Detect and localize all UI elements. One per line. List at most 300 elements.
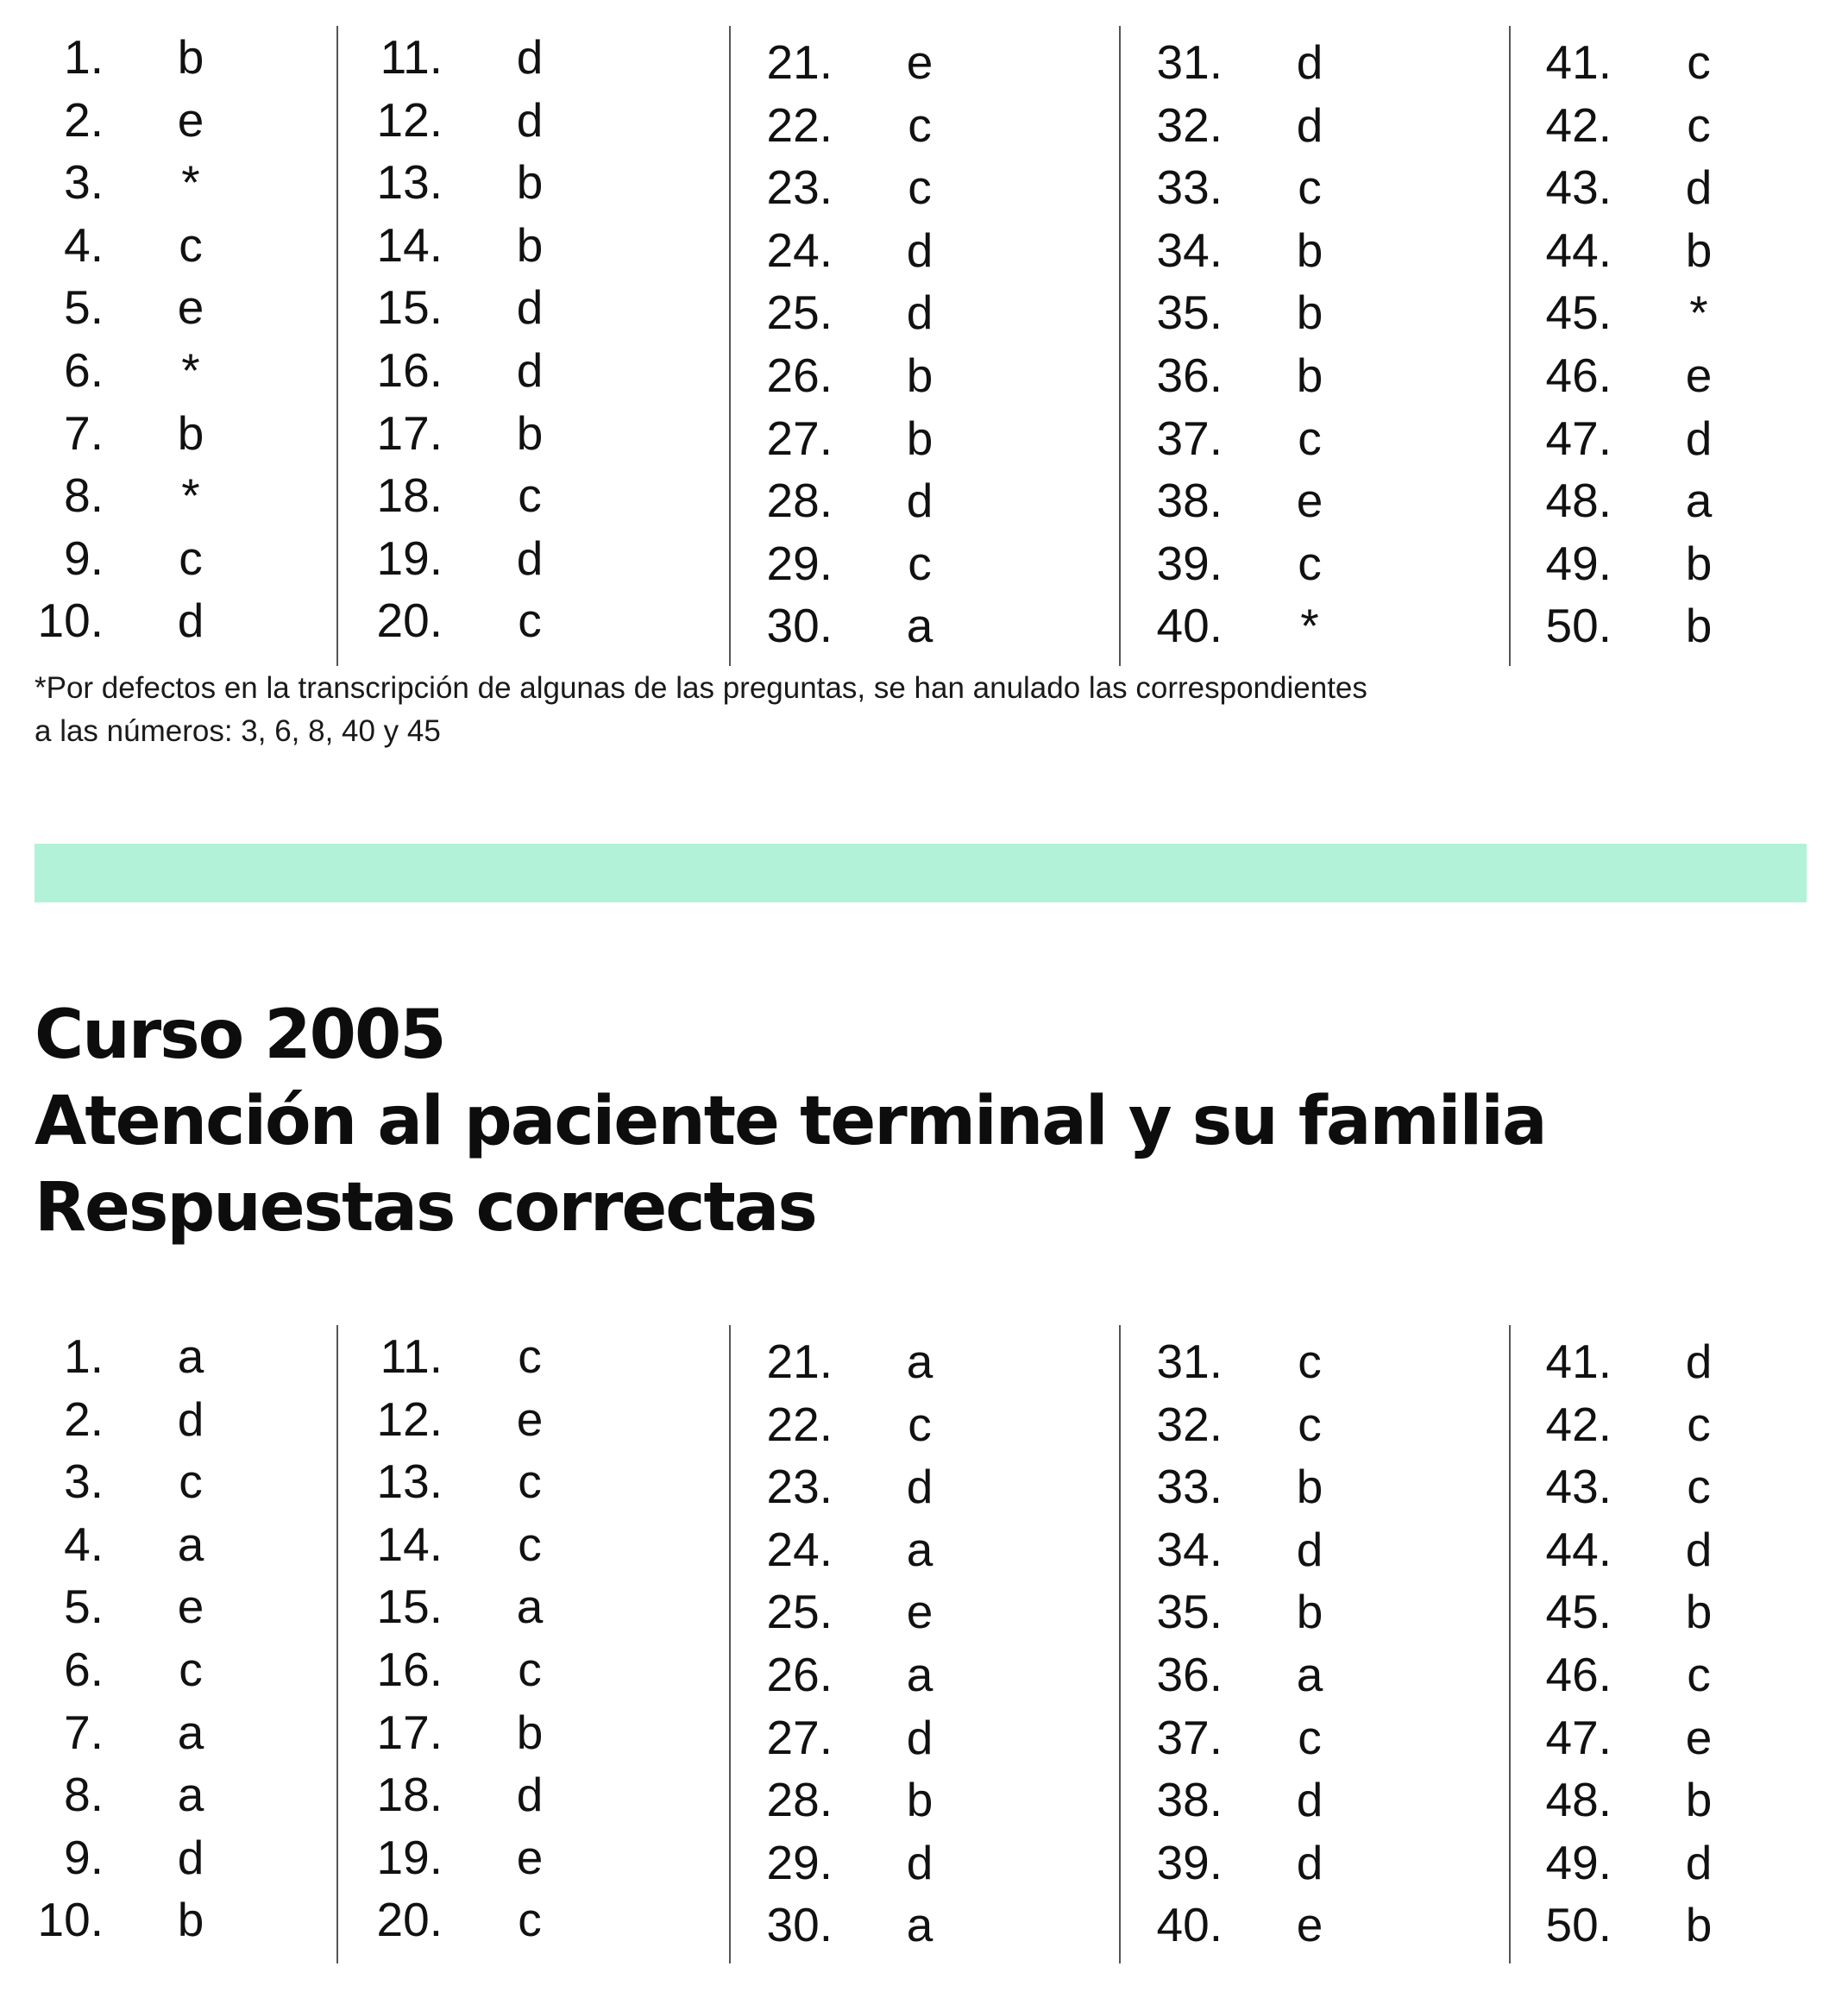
answer-letter: b [1296, 223, 1323, 277]
answer-letter: e [516, 1830, 544, 1884]
answer-row [729, 1518, 1117, 1581]
answer-row [1508, 156, 1848, 219]
question-number: 16. [376, 1642, 443, 1696]
answer-letter: a [177, 1705, 204, 1759]
answer-row [339, 1638, 727, 1701]
answer-row [0, 1388, 388, 1451]
question-number: 26. [766, 348, 833, 402]
answer-row [729, 344, 1117, 407]
question-number: 42. [1545, 97, 1612, 152]
question-number: 6. [64, 1642, 104, 1696]
answer-row [729, 1455, 1117, 1518]
answer-row [0, 1325, 388, 1388]
answer-letter: * [1300, 599, 1319, 653]
question-number: 42. [1545, 1397, 1612, 1451]
answer-letter: e [1685, 348, 1713, 402]
question-number: 30. [766, 1898, 833, 1952]
answer-row [339, 1575, 727, 1638]
question-number: 28. [766, 474, 833, 528]
column-divider [729, 26, 731, 666]
answer-column [729, 1325, 1117, 1963]
question-number: 18. [376, 468, 443, 523]
answer-letter: d [1685, 160, 1713, 215]
question-number: 48. [1545, 1773, 1612, 1827]
question-number: 4. [64, 217, 104, 272]
answer-letter: b [516, 155, 544, 210]
answer-row [729, 31, 1117, 94]
question-number: 22. [766, 1397, 833, 1451]
footnote-line: a las números: 3, 6, 8, 40 y 45 [35, 714, 441, 748]
answer-letter: b [1296, 286, 1323, 340]
column-divider [1119, 26, 1121, 666]
answer-row [1119, 156, 1507, 219]
answer-row [1119, 1832, 1507, 1894]
answer-column [1119, 26, 1507, 664]
question-number: 19. [376, 1830, 443, 1884]
answer-letter: b [177, 30, 204, 84]
question-number: 40. [1156, 599, 1223, 653]
answer-row [1119, 94, 1507, 157]
answer-row [729, 1580, 1117, 1643]
answer-row [339, 276, 727, 339]
answer-row [1119, 31, 1507, 94]
question-number: 10. [37, 594, 104, 648]
question-number: 37. [1156, 411, 1223, 465]
question-number: 4. [64, 1517, 104, 1571]
answer-letter: b [1296, 1585, 1323, 1639]
answer-letter: e [177, 280, 204, 335]
answer-row [1119, 281, 1507, 344]
answer-letter: d [1296, 1522, 1323, 1576]
question-number: 3. [64, 1455, 104, 1509]
answer-letter: c [518, 594, 542, 648]
question-number: 9. [64, 1830, 104, 1884]
answer-row [1508, 1706, 1848, 1769]
answer-row [1508, 1769, 1848, 1832]
answer-row [339, 1325, 727, 1388]
answer-row [339, 1450, 727, 1513]
answer-row [1508, 31, 1848, 94]
answer-row [0, 1513, 388, 1576]
answer-letter: d [906, 223, 933, 277]
question-number: 24. [766, 223, 833, 277]
question-number: 31. [1156, 35, 1223, 89]
answer-letter: c [1298, 1397, 1322, 1451]
answer-row [339, 214, 727, 277]
answer-column [0, 1325, 388, 1963]
answer-letter: e [177, 92, 204, 147]
question-number: 35. [1156, 1585, 1223, 1639]
answer-letter: a [906, 599, 933, 653]
answer-row [1508, 407, 1848, 470]
answer-row [729, 1393, 1117, 1456]
answer-row [0, 1826, 388, 1889]
answer-letter: c [1298, 160, 1322, 215]
answer-letter: e [1296, 1898, 1323, 1952]
answer-letter: b [906, 411, 933, 465]
answer-row [729, 1769, 1117, 1832]
answer-row [1508, 1580, 1848, 1643]
answer-row [339, 26, 727, 89]
question-number: 34. [1156, 1522, 1223, 1576]
question-number: 46. [1545, 1647, 1612, 1701]
answer-letter: d [1296, 1835, 1323, 1889]
answer-row [1119, 1894, 1507, 1957]
question-number: 36. [1156, 348, 1223, 402]
answer-row [1119, 1643, 1507, 1706]
answer-row [1508, 1330, 1848, 1393]
section-separator-band [35, 844, 1807, 902]
question-number: 37. [1156, 1710, 1223, 1764]
question-number: 23. [766, 1460, 833, 1514]
question-number: 35. [1156, 286, 1223, 340]
answer-letter: * [181, 468, 200, 523]
answer-row [339, 1388, 727, 1451]
answer-row [1119, 594, 1507, 657]
answer-row [1508, 1518, 1848, 1581]
answer-letter: e [516, 1392, 544, 1446]
answer-letter: a [177, 1768, 204, 1822]
answer-letter: a [906, 1898, 933, 1952]
answer-row [1508, 1832, 1848, 1894]
answer-row [0, 1638, 388, 1701]
answer-row [0, 1701, 388, 1764]
answer-letter: c [518, 1642, 542, 1696]
column-divider [336, 1325, 338, 1963]
answer-row [1508, 219, 1848, 282]
answer-letter: c [518, 1329, 542, 1383]
question-number: 43. [1545, 1460, 1612, 1514]
answer-letter: b [177, 1893, 204, 1947]
answer-row [729, 1706, 1117, 1769]
answer-letter: c [1687, 97, 1711, 152]
answer-row [1508, 1643, 1848, 1706]
answer-column [729, 26, 1117, 664]
question-number: 38. [1156, 474, 1223, 528]
question-number: 41. [1545, 35, 1612, 89]
question-number: 25. [766, 1585, 833, 1639]
answer-row [1508, 94, 1848, 157]
question-number: 10. [37, 1893, 104, 1947]
question-number: 5. [64, 280, 104, 335]
answer-letter: a [1685, 474, 1713, 528]
question-number: 2. [64, 1392, 104, 1446]
answer-row [1119, 1769, 1507, 1832]
question-number: 34. [1156, 223, 1223, 277]
question-number: 8. [64, 1768, 104, 1822]
answer-letter: a [1296, 1647, 1323, 1701]
question-number: 20. [376, 1893, 443, 1947]
course-title: Atención al paciente terminal y su familia [35, 1083, 1546, 1160]
answer-letter: d [177, 594, 204, 648]
answer-letter: d [1685, 1335, 1713, 1388]
answer-row [0, 527, 388, 590]
answer-letter: c [179, 217, 203, 272]
question-number: 30. [766, 599, 833, 653]
answer-row [729, 1643, 1117, 1706]
answer-row [0, 1450, 388, 1513]
answer-letter: b [516, 405, 544, 460]
footnote-line: *Por defectos en la transcripción de algunas de las preguntas, se han anulado las correspondientes [35, 671, 1367, 705]
answer-letter: c [518, 1517, 542, 1571]
answer-row [1508, 1455, 1848, 1518]
answer-row [729, 281, 1117, 344]
answer-letter: b [516, 217, 544, 272]
answer-letter: a [906, 1335, 933, 1388]
question-number: 49. [1545, 536, 1612, 590]
answer-letter: d [516, 1768, 544, 1822]
question-number: 29. [766, 1835, 833, 1889]
answer-letter: c [908, 1397, 932, 1451]
answer-letter: c [908, 160, 932, 215]
answer-letter: d [516, 531, 544, 585]
answer-letter: a [906, 1647, 933, 1701]
answer-row [729, 407, 1117, 470]
question-number: 36. [1156, 1647, 1223, 1701]
question-number: 45. [1545, 1585, 1612, 1639]
answer-row [339, 89, 727, 152]
answer-row [339, 589, 727, 652]
answer-letter: d [906, 1835, 933, 1889]
answer-letter: c [518, 1455, 542, 1509]
answer-column [1508, 1325, 1848, 1963]
question-number: 39. [1156, 1835, 1223, 1889]
answer-letter: e [906, 35, 933, 89]
question-number: 22. [766, 97, 833, 152]
answer-letter: e [1296, 474, 1323, 528]
answer-letter: * [181, 342, 200, 397]
answer-letter: b [1685, 1585, 1713, 1639]
answer-row [1119, 1393, 1507, 1456]
answer-letter: d [516, 280, 544, 335]
answer-row [1119, 1330, 1507, 1393]
answer-row [1119, 1455, 1507, 1518]
answer-column [0, 26, 388, 664]
answer-letter: c [179, 1455, 203, 1509]
answer-row [339, 151, 727, 214]
question-number: 15. [376, 1580, 443, 1634]
answer-row [339, 1826, 727, 1889]
answer-row [1119, 1518, 1507, 1581]
question-number: 48. [1545, 474, 1612, 528]
question-number: 1. [64, 1329, 104, 1383]
answer-letter: d [516, 30, 544, 84]
answer-letter: b [516, 1705, 544, 1759]
answer-letter: c [908, 97, 932, 152]
question-number: 33. [1156, 160, 1223, 215]
answer-letter: d [1296, 35, 1323, 89]
question-number: 32. [1156, 1397, 1223, 1451]
answer-letter: c [1687, 1460, 1711, 1514]
answer-letter: b [1296, 348, 1323, 402]
answer-letter: d [906, 286, 933, 340]
question-number: 8. [64, 468, 104, 523]
answer-row [0, 339, 388, 402]
column-divider [1119, 1325, 1121, 1963]
answer-letter: d [177, 1830, 204, 1884]
question-number: 17. [376, 405, 443, 460]
answer-letter: d [1685, 1522, 1713, 1576]
question-number: 28. [766, 1773, 833, 1827]
answer-letter: b [177, 405, 204, 460]
question-number: 2. [64, 92, 104, 147]
answer-letter: c [908, 536, 932, 590]
answers-subtitle: Respuestas correctas [35, 1169, 816, 1247]
question-number: 11. [380, 30, 443, 84]
question-number: 16. [376, 342, 443, 397]
answer-row [1508, 281, 1848, 344]
answer-letter: * [181, 155, 200, 210]
answer-letter: d [1296, 1773, 1323, 1827]
question-number: 41. [1545, 1335, 1612, 1388]
question-number: 27. [766, 1710, 833, 1764]
answer-letter: b [1685, 599, 1713, 653]
question-number: 24. [766, 1522, 833, 1576]
answer-letter: c [1298, 411, 1322, 465]
answer-row [729, 469, 1117, 532]
question-number: 32. [1156, 97, 1223, 152]
answer-row [0, 1763, 388, 1826]
answer-row [1119, 219, 1507, 282]
answer-row [1508, 1894, 1848, 1957]
answer-row [339, 464, 727, 527]
answer-column [1119, 1325, 1507, 1963]
answer-row [339, 1701, 727, 1764]
section-heading [35, 992, 1760, 1251]
answer-letter: a [516, 1580, 544, 1634]
question-number: 50. [1545, 599, 1612, 653]
question-number: 33. [1156, 1460, 1223, 1514]
answer-row [1119, 1580, 1507, 1643]
answer-column [339, 1325, 727, 1963]
answer-letter: c [518, 468, 542, 523]
answer-row [339, 1763, 727, 1826]
answer-row [1119, 1706, 1507, 1769]
answer-letter: a [906, 1522, 933, 1576]
question-number: 9. [64, 531, 104, 585]
answer-letter: a [177, 1329, 204, 1383]
answer-letter: e [1685, 1710, 1713, 1764]
question-number: 25. [766, 286, 833, 340]
question-number: 29. [766, 536, 833, 590]
question-number: 20. [376, 594, 443, 648]
answer-row [1508, 1393, 1848, 1456]
answer-letter: c [1298, 1335, 1322, 1388]
answer-letter: d [906, 1460, 933, 1514]
answer-row [729, 219, 1117, 282]
question-number: 11. [380, 1329, 443, 1383]
annulled-questions-footnote [35, 667, 1674, 753]
answer-row [1508, 532, 1848, 595]
question-number: 12. [376, 1392, 443, 1446]
question-number: 21. [766, 1335, 833, 1388]
answer-row [0, 1575, 388, 1638]
question-number: 1. [64, 30, 104, 84]
answer-row [0, 402, 388, 465]
answer-letter: b [1685, 1898, 1713, 1952]
question-number: 3. [64, 155, 104, 210]
answer-letter: d [516, 92, 544, 147]
answer-row [1508, 469, 1848, 532]
answer-row [0, 89, 388, 152]
question-number: 47. [1545, 411, 1612, 465]
question-number: 21. [766, 35, 833, 89]
answer-letter: b [1685, 1773, 1713, 1827]
column-divider [1509, 26, 1511, 666]
answer-row [1119, 469, 1507, 532]
answer-row [729, 1330, 1117, 1393]
question-number: 31. [1156, 1335, 1223, 1388]
answer-row [1508, 594, 1848, 657]
question-number: 7. [64, 405, 104, 460]
answer-letter: c [179, 531, 203, 585]
course-year: Curso 2005 [35, 996, 445, 1074]
answer-letter: d [177, 1392, 204, 1446]
answer-letter: d [906, 474, 933, 528]
answer-row [1119, 344, 1507, 407]
answer-row [0, 151, 388, 214]
question-number: 12. [376, 92, 443, 147]
question-number: 19. [376, 531, 443, 585]
answer-row [729, 156, 1117, 219]
answer-letter: c [1298, 536, 1322, 590]
answer-row [0, 589, 388, 652]
question-number: 40. [1156, 1898, 1223, 1952]
question-number: 14. [376, 1517, 443, 1571]
answer-row [0, 276, 388, 339]
answer-row [339, 527, 727, 590]
answer-row [339, 1888, 727, 1951]
question-number: 23. [766, 160, 833, 215]
question-number: 7. [64, 1705, 104, 1759]
question-number: 50. [1545, 1898, 1612, 1952]
answer-letter: e [906, 1585, 933, 1639]
answer-row [729, 1832, 1117, 1894]
answer-row [1119, 532, 1507, 595]
answer-row [0, 1888, 388, 1951]
answer-letter: b [1685, 536, 1713, 590]
answer-letter: * [1689, 286, 1708, 340]
column-divider [729, 1325, 731, 1963]
answer-row [339, 1513, 727, 1576]
answer-row [1119, 407, 1507, 470]
question-number: 13. [376, 155, 443, 210]
question-number: 15. [376, 280, 443, 335]
answer-letter: b [906, 1773, 933, 1827]
answer-letter: c [179, 1642, 203, 1696]
answer-letter: e [177, 1580, 204, 1634]
question-number: 5. [64, 1580, 104, 1634]
answer-letter: b [906, 348, 933, 402]
answer-letter: b [1685, 223, 1713, 277]
answer-letter: c [1687, 1397, 1711, 1451]
question-number: 49. [1545, 1835, 1612, 1889]
question-number: 27. [766, 411, 833, 465]
answer-row [0, 214, 388, 277]
question-number: 46. [1545, 348, 1612, 402]
question-number: 39. [1156, 536, 1223, 590]
column-divider [1509, 1325, 1511, 1963]
answer-letter: c [518, 1893, 542, 1947]
answer-letter: d [1296, 97, 1323, 152]
question-number: 17. [376, 1705, 443, 1759]
answer-letter: d [1685, 1835, 1713, 1889]
answer-letter: c [1687, 1647, 1711, 1701]
answer-column [339, 26, 727, 664]
answer-column [1508, 26, 1848, 664]
column-divider [336, 26, 338, 666]
answer-letter: d [906, 1710, 933, 1764]
